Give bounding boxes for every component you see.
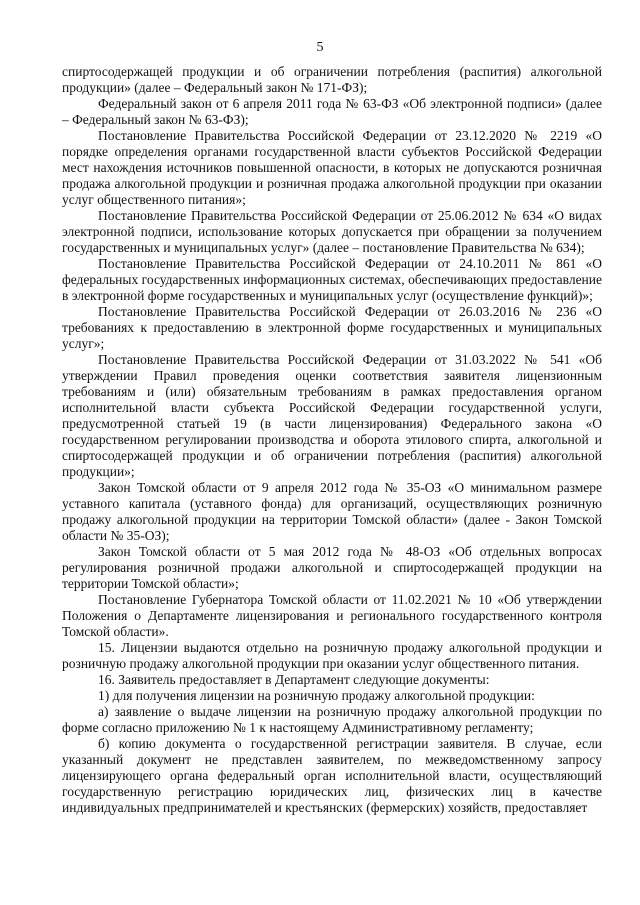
paragraph-resolution-2219: Постановление Правительства Российской Федерации от 23.12.2020 № 2219 «О порядке определения органами государственной власти субъектов Российской Федерации мест нахождения источников повышенной опасности, в которых не допускаются розничная продажа алкогольной продукции и розничная продажа алкогольной продукции при оказании услуг общественного питания»; [62, 128, 602, 207]
paragraph-item-16: 16. Заявитель предоставляет в Департамент следующие документы: [98, 672, 490, 687]
page-number: 5 [316, 40, 324, 55]
paragraph-continuation: спиртосодержащей продукции и об ограничении потребления (распития) алкогольной продукции» (далее – Федеральный закон № 171-ФЗ); [62, 64, 602, 95]
paragraph-governor-resolution-10: Постановление Губернатора Томской области от 11.02.2021 № 10 «Об утверждении Положения о Департаменте лицензирования и регионального государственного контроля Томской области». [62, 592, 602, 639]
paragraph-tomsk-law-48oz: Закон Томской области от 5 мая 2012 года № 48-ОЗ «Об отдельных вопросах регулирования розничной продажи алкогольной и спиртосодержащей продукции на территории Томской области»; [62, 544, 602, 591]
paragraph-resolution-861: Постановление Правительства Российской Федерации от 24.10.2011 № 861 «О федеральных государственных информационных системах, обеспечивающих предоставление в электронной форме государственных и муниципальных услуг (осуществление функций)»; [62, 256, 602, 303]
paragraph-subitem-b: б) копию документа о государственной регистрации заявителя. В случае, если указанный документ не представлен заявителем, по межведомственному запросу лицензирующего органа федеральный орган исполнительной власти, осуществляющий государственную регистрацию юридических лиц, физических лиц в качестве индивидуальных предпринимателей и крестьянских (фермерских) хозяйств, предоставляет [62, 736, 602, 815]
paragraph-law-63fz: Федеральный закон от 6 апреля 2011 года № 63-ФЗ «Об электронной подписи» (далее – Федеральный закон № 63-ФЗ); [62, 96, 602, 127]
paragraph-item-15: 15. Лицензии выдаются отдельно на розничную продажу алкогольной продукции и розничную продажу алкогольной продукции при оказании услуг общественного питания. [62, 640, 602, 671]
paragraph-resolution-236: Постановление Правительства Российской Федерации от 26.03.2016 № 236 «О требованиях к предоставлению в электронной форме государственных и муниципальных услуг»; [62, 304, 602, 351]
paragraph-resolution-634: Постановление Правительства Российской Федерации от 25.06.2012 № 634 «О видах электронной подписи, использование которых допускается при обращении за получением государственных и муниципальных услуг» (далее – постановление Правительства № 634); [62, 208, 602, 255]
paragraph-subitem-a: а) заявление о выдаче лицензии на розничную продажу алкогольной продукции по форме согласно приложению № 1 к настоящему Административному регламенту; [62, 704, 602, 735]
paragraph-tomsk-law-35oz: Закон Томской области от 9 апреля 2012 года № 35-ОЗ «О минимальном размере уставного капитала (уставного фонда) для организаций, осуществляющих розничную продажу алкогольной продукции на территории Томской области» (далее - Закон Томской области № 35-ОЗ); [62, 480, 602, 543]
paragraph-resolution-541: Постановление Правительства Российской Федерации от 31.03.2022 № 541 «Об утверждении Правил проведения оценки соответствия заявителя лицензионным требованиям и (или) обязательным требованиям в рамках предоставления органом исполнительной власти субъекта Российской Федерации государственной услуги, предусмотренной статьей 19 (в части лицензирования) Федерального закона «О государственном регулировании производства и оборота этилового спирта, алкогольной и спиртосодержащей продукции и об ограничении потребления (распития) алкогольной продукции»; [62, 352, 602, 479]
paragraph-subitem-1: 1) для получения лицензии на розничную продажу алкогольной продукции: [98, 688, 535, 703]
document-body [62, 64, 602, 816]
